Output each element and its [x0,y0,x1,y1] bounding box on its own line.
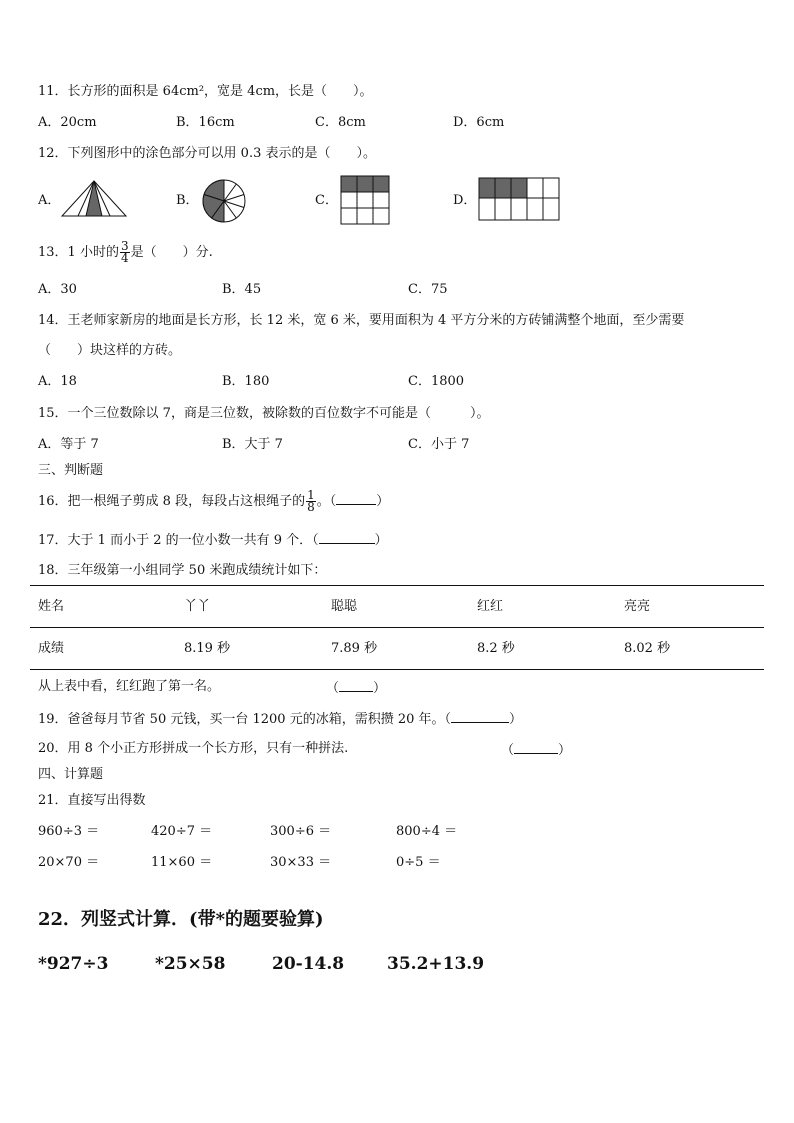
q20-statement: 20．用 8 个小正方形拼成一个长方形，只有一种拼法. [38,741,349,756]
table-top-rule [30,585,764,586]
q15-stem: 15．一个三位数除以 7，商是三位数，被除数的百位数字不可能是（ ）。 [38,406,490,421]
q13-option-a: A．30 [38,282,77,297]
q14-option-a: A．18 [38,374,77,389]
q22-item-1: *927÷3 [38,954,109,974]
q16-answer-blank[interactable] [336,492,376,505]
q11-option-d: D．6cm [453,115,505,130]
q22-item-2: *25×58 [155,954,226,974]
q21-r2-c3: 30×33 ＝ [270,855,332,870]
q16-paren-close: ） [376,494,390,509]
q15-option-b: B．大于 7 [222,437,283,452]
q14-stem-line2: （ ）块这样的方砖。 [38,343,182,358]
table-cell-yaya: 8.19 秒 [184,641,231,656]
q16-fraction-denominator: 8 [307,500,315,514]
q12-stem: 12．下列图形中的涂色部分可以用 0.3 表示的是（ ）。 [38,146,376,161]
q13-option-b: B．45 [222,282,262,297]
table-header-name: 姓名 [38,599,65,614]
table-header-yaya: 丫丫 [184,599,211,614]
q12-option-b: B． [176,193,199,208]
q18-statement: 从上表中看，红红跑了第一名。 [38,679,221,694]
q13-stem [38,238,213,268]
q21-r1-c4: 800÷4 ＝ [396,824,458,839]
q18-paren-close: ） [373,681,387,696]
q16-fraction [306,490,316,513]
q14-option-c: C．1800 [408,374,465,389]
q14-stem-line1: 14．王老师家新房的地面是长方形，长 12 米，宽 6 米，要用面积为 4 平方分米的方砖铺满整个地面，至少需要 [38,313,685,328]
q13-option-c: C．75 [408,282,448,297]
q21-stem: 21．直接写出得数 [38,793,146,808]
q22-item-4: 35.2+13.9 [387,954,485,974]
q20-paren-open: （ [501,743,515,758]
q16-prefix: 16．把一根绳子剪成 8 段，每段占这根绳子的 [38,494,306,509]
q13-fraction-denominator: 4 [120,251,129,265]
q15-option-a: A．等于 7 [38,437,99,452]
q16-statement [38,487,389,517]
q20-paren-close: ） [558,743,572,758]
grid-2x5-figure [478,177,560,221]
section-judgement-heading: 三、判断题 [38,463,104,478]
q21-r1-c1: 960÷3 ＝ [38,824,100,839]
q18-answer-paren [326,679,386,697]
q11-option-c: C．8cm [315,115,366,130]
q19-answer-blank[interactable] [451,710,509,723]
q17-prefix: 17．大于 1 而小于 2 的一位小数一共有 9 个．（ [38,533,319,548]
q12-option-d: D． [453,193,477,208]
q12-option-a: A． [38,193,61,208]
grid-3x3-figure [340,175,390,225]
table-cell-congcong: 7.89 秒 [331,641,378,656]
q11-option-a: A．20cm [38,115,97,130]
q21-r2-c2: 11×60 ＝ [151,855,213,870]
q20-answer-blank[interactable] [514,741,558,754]
q16-paren-open: 。（ [316,494,337,509]
circle-figure [200,177,248,225]
q11-stem: 11．长方形的面积是 64cm²，宽是 4cm，长是（ ）。 [38,84,373,99]
table-header-congcong: 聪聪 [331,599,358,614]
q19-prefix: 19．爸爸每月节省 50 元钱，买一台 1200 元的冰箱，需积攒 20 年。（ [38,712,452,727]
q17-statement [38,531,388,549]
q21-r2-c1: 20×70 ＝ [38,855,100,870]
section-calculation-heading: 四、计算题 [38,767,104,782]
q18-answer-blank[interactable] [339,679,373,692]
q22-item-3: 20-14.8 [272,954,345,974]
q14-option-b: B．180 [222,374,270,389]
table-header-liangliang: 亮亮 [624,599,651,614]
q21-r2-c4: 0÷5 ＝ [396,855,441,870]
q17-answer-blank[interactable] [319,531,375,544]
q13-fraction-numerator: 3 [120,239,129,253]
table-cell-liangliang: 8.02 秒 [624,641,671,656]
q22-stem: 22．列竖式计算．(带*的题要验算) [38,909,324,930]
q18-paren-open: （ [326,681,340,696]
q18-stem: 18．三年级第一小组同学 50 米跑成绩统计如下： [38,563,327,578]
q12-option-c: C． [315,193,338,208]
table-header-honghong: 红红 [477,599,504,614]
table-cell-label: 成绩 [38,641,65,656]
q21-r1-c3: 300÷6 ＝ [270,824,332,839]
triangle-figure [60,180,128,218]
q13-stem-prefix: 13．1 小时的 [38,245,119,260]
q13-stem-suffix: 是（ ）分. [130,245,213,260]
q16-fraction-numerator: 1 [307,488,315,502]
q20-answer-paren [501,741,571,759]
q11-option-b: B．16cm [176,115,235,130]
q13-fraction [120,241,130,264]
q17-paren-close: ） [374,533,388,548]
q19-paren-close: ） [509,712,523,727]
q19-statement [38,710,522,728]
q21-r1-c2: 420÷7 ＝ [151,824,213,839]
table-mid-rule [30,627,764,628]
table-cell-honghong: 8.2 秒 [477,641,515,656]
q15-option-c: C．小于 7 [408,437,470,452]
table-bottom-rule [30,669,764,670]
